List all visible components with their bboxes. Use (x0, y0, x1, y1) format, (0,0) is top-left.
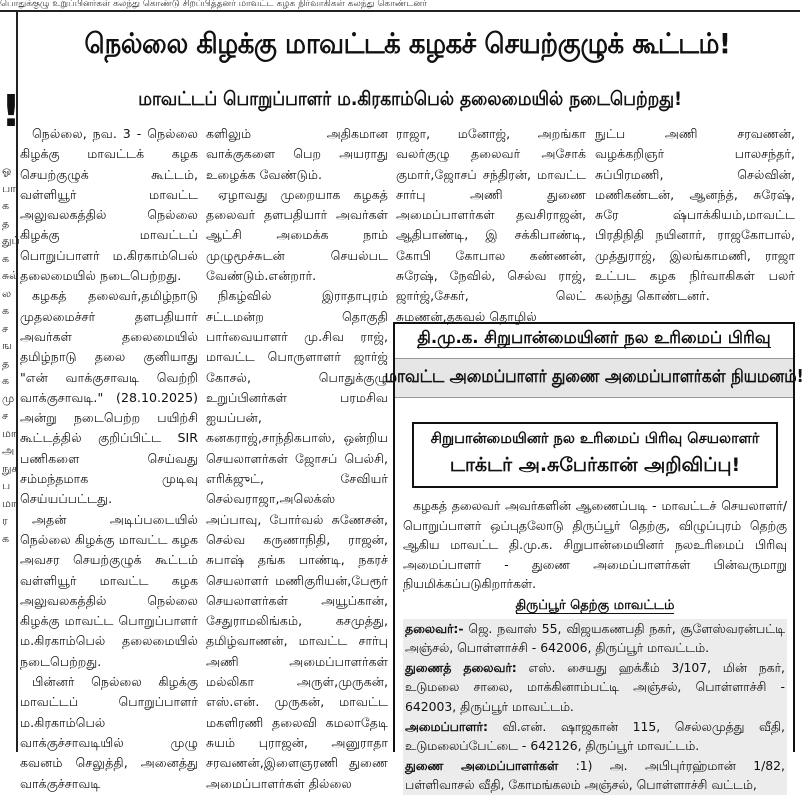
paragraph: கழகத் தலைவர்,தமிழ்நாடு முதலமைச்சர் தளபதியார் அவர்கள் தலைமையில் தமிழ்நாடு தலை குனியாது "என் வாக்குசாவடி வெற்றி வாக்குசாவடி." (28.10.2025) அன்று நடைபெற்ற பயிற்சி கூட்டத்தில் குறிப்பிட்ட SIR பணிகளை செய்வது சம்மந்தமாக முடிவு செய்யப்பட்டது. (20, 288, 198, 507)
entry-label: துணைத் தலைவர்: (405, 659, 517, 675)
subheadline-text: மாவட்டப் பொறுப்பாளர் ம.கிரகாம்பெல் தலைமையில் நடைபெற்றது! (138, 87, 682, 110)
subheadline (30, 80, 790, 120)
article-column-3 (396, 124, 586, 324)
entry-text: எஸ். சையது ஹக்கீம் 3/107, மின் நகர், உடுமலை சாலை, மாக்கினாம்பட்டி அஞ்சல், பொள்ளாச்சி - 642003, திருப்பூர் மாவட்டம். (405, 659, 785, 714)
top-strip: பொதுக்குழு உறுப்பினர்கள் கலந்து கொண்டு சிறப்பித்தனர் மாவட்ட கழக நிர்வாகிகள் கலந்து கொண்டனர் (0, 0, 800, 12)
paragraph: நெல்லை, நவ. 3 - நெல்லை கிழக்கு மாவட்டக் கழக செயற்குழுக் கூட்டம், வள்ளியூர் மாவட்ட அலுவலகத்தில் நெல்லை கிழக்கு மாவட்டப் பொறுப்பாளர் ம.கிரகாம்பெல் தலைமையில் நடைபெற்றது. (20, 126, 198, 284)
entry-label: அமைப்பாளர்: (405, 718, 488, 734)
paragraph: நுட்ப அணி சரவணன், வழக்கறிஞர் பாலசந்தர், சுப்பிரமணி, செல்வின், மணிகண்டன், ஆனந்த், சுரேஷ், சுரே ஷ்பாக்கியம்,மாவட்ட பிரதிநிதி நயினார், ராஜகோபால், முத்துராஜ், இலங்காமணி, ராஜா உட்பட கழக நிர்வாகிகள் பலர் கலந்து கொண்டனர். (595, 126, 795, 304)
paragraph: ஏழாவது முறையாக கழகத் தலைவர் தளபதியார் அவர்கள் ஆட்சி அமைக்க நாம் முழுமூச்சுடன் செயல்பட வேண்டும்.என்றார். (206, 186, 388, 284)
announcement-box (384, 322, 804, 793)
entry-text: வி.என். ஷாஜகான் 115, செல்லமுத்து வீதி, உடுமலைப்பேட்டை - 642126, திருப்பூர் மாவட்டம். (405, 718, 785, 754)
paragraph: ராஜா, மனோஜ், அறங்கா வலர்குழு தலைவர் அசோக் குமார்,ஜோசப் சந்திரன், மாவட்ட சார்பு அணி துணை அமைப்பாளர்கள் தவசிராஜன், ஆதிபாண்டி, இ சக்கிபாண்டி, கோபி கோபால கண்ணன், சுரேஷ், நேவில், செல்வ ராஜ், ஜார்ஜ்,சேகர், லெட் சுமணன்,தகவல் தொழில் (396, 126, 586, 324)
district-heading-text: திருப்பூர் தெற்கு மாவட்டம் (515, 597, 675, 613)
appointment-entry (403, 756, 787, 795)
secretary-announcement: டாக்டர் அ.சுபேர்கான் அறிவிப்பு! (449, 454, 741, 476)
entry-text: :1) அ. அபிபுர்ரஹ்மான் 1/82, பள்ளிவாசல் வீதி, கோமங்கலம் அஞ்சல், பொள்ளாச்சி வட்டம், (405, 757, 785, 793)
announcement-title (395, 328, 793, 350)
headline-text: நெல்லை கிழக்கு மாவட்டக் கழகச் செயற்குழுக் கூட்டம்! (84, 26, 731, 60)
article-column-4 (595, 124, 795, 312)
article-column-1 (20, 124, 198, 791)
paragraph: நிகழ்வில் இராதாபுரம் சட்டமன்ற தொகுதி பார்வையாளர் மு.சிவ ராஜ், மாவட்ட பொருளாளர் ஜார்ஜ் கோசல், பொதுக்குழு உறுப்பினர்கள் பரமசிவ ஐயப்பன், கனகராஜ்,சாந்திகபாஸ், ஒன்றிய செயலாளர்கள் ஜோசப் பெல்சி, எரிக்ஜுட், சேவியர் செல்வராஜா,அலெக்ஸ் அப்பாவு, போர்வல் சுணேசன், செல்வ கருணாநிதி, ராஜன், சுபாஷ் தங்க பாண்டி, நகரச் செயலாளர் மணிகுரியன்,பேரூர் செயலாளர்கள் அயூப்கான், சேதுராமலிங்கம், கசமுத்து, தமிழ்வாணன், மாவட்ட சார்பு அணி அமைப்பாளர்கள் மல்லிகா அருள்,முருகன், எஸ்.என். முருகன், மாவட்ட மகளிரணி தலைவி கமலாதேடி சுயம் புராஜன், அனுராதா சரவணன்,இளைஞரணி துணை அமைப்பாளர்கள் தில்லை (206, 288, 388, 791)
paragraph: அதன் அடிப்படையில் நெல்லை கிழக்கு மாவட்ட கழக அவசர செயற்குழுக் கூட்டம் வள்ளியூர் மாவட்ட கழக அலுவலகத்தில் நெல்லை கிழக்கு மாவட்ட பொறுப்பாளர் ம.கிரகாம்பெல் தலைமையில் நடைபெற்றது. (20, 511, 198, 669)
appointment-entry (403, 619, 787, 658)
announcement-banner (384, 358, 804, 398)
announcement-intro: கழகத் தலைவர் அவர்களின் ஆணைப்படி - மாவட்டச் செயலாளர்/பொறுப்பாளர் ஒப்புதலோடு திருப்பூர் தெற்கு, விழுப்புரம் தெற்கு ஆகிய மாவட்ட தி.மு.க. சிறுபான்மையினர் நலஉரிமைப் பிரிவு அமைப்பாளர் - துணை அமைப்பாளர்கள் பின்வருமாறு நியமிக்கப்படுகிறார்கள். (403, 498, 787, 592)
left-column-text: ஓபாகததுப்கசுல்லகசஙதகமுசமாஅநுகபமாரக (2, 164, 20, 545)
announcement-title-text: தி.மு.க. சிறுபான்மையினர் நல உரிமைப் பிரிவு (417, 328, 771, 347)
entry-label: தலைவர்:- (405, 620, 464, 636)
announcement-inner-box (412, 422, 778, 488)
entry-label: துணை அமைப்பாளர்கள் (405, 757, 559, 773)
appointment-entry (403, 658, 787, 717)
paragraph: பின்னர் நெல்லை கிழக்கு மாவட்டப் பொறுப்பாளர் ம.கிரகாம்பெல் வாக்குச்சாவடியில் முழு கவனம் செலுத்தி, அனைத்து வாக்குச்சாவடி (20, 674, 198, 791)
entry-text: ஜெ. நவாஸ் 55, விஜயகணபதி நகர், சூளேஸ்வரன்பட்டி அஞ்சல், பொள்ளாச்சி - 642006, திருப்பூர் மாவட்டம். (405, 620, 785, 656)
paragraph: களிலும் அதிகமான வாக்குகளை பெற அயராது உழைக்க வேண்டும். (206, 126, 388, 182)
secretary-title: சிறுபான்மையினர் நல உரிமைப் பிரிவு செயலாளர் (430, 431, 760, 447)
appointment-entry (403, 717, 787, 756)
headline (20, 14, 795, 76)
announcement-banner-text: மாவட்ட அமைப்பாளர் துணை அமைப்பாளர்கள் நியமனம்! (384, 367, 804, 387)
district-heading (403, 596, 787, 616)
exclamation-mark: ! (1, 86, 22, 137)
article-column-2 (206, 124, 388, 791)
left-column-fragment (0, 12, 22, 752)
announcement-body (403, 496, 787, 795)
